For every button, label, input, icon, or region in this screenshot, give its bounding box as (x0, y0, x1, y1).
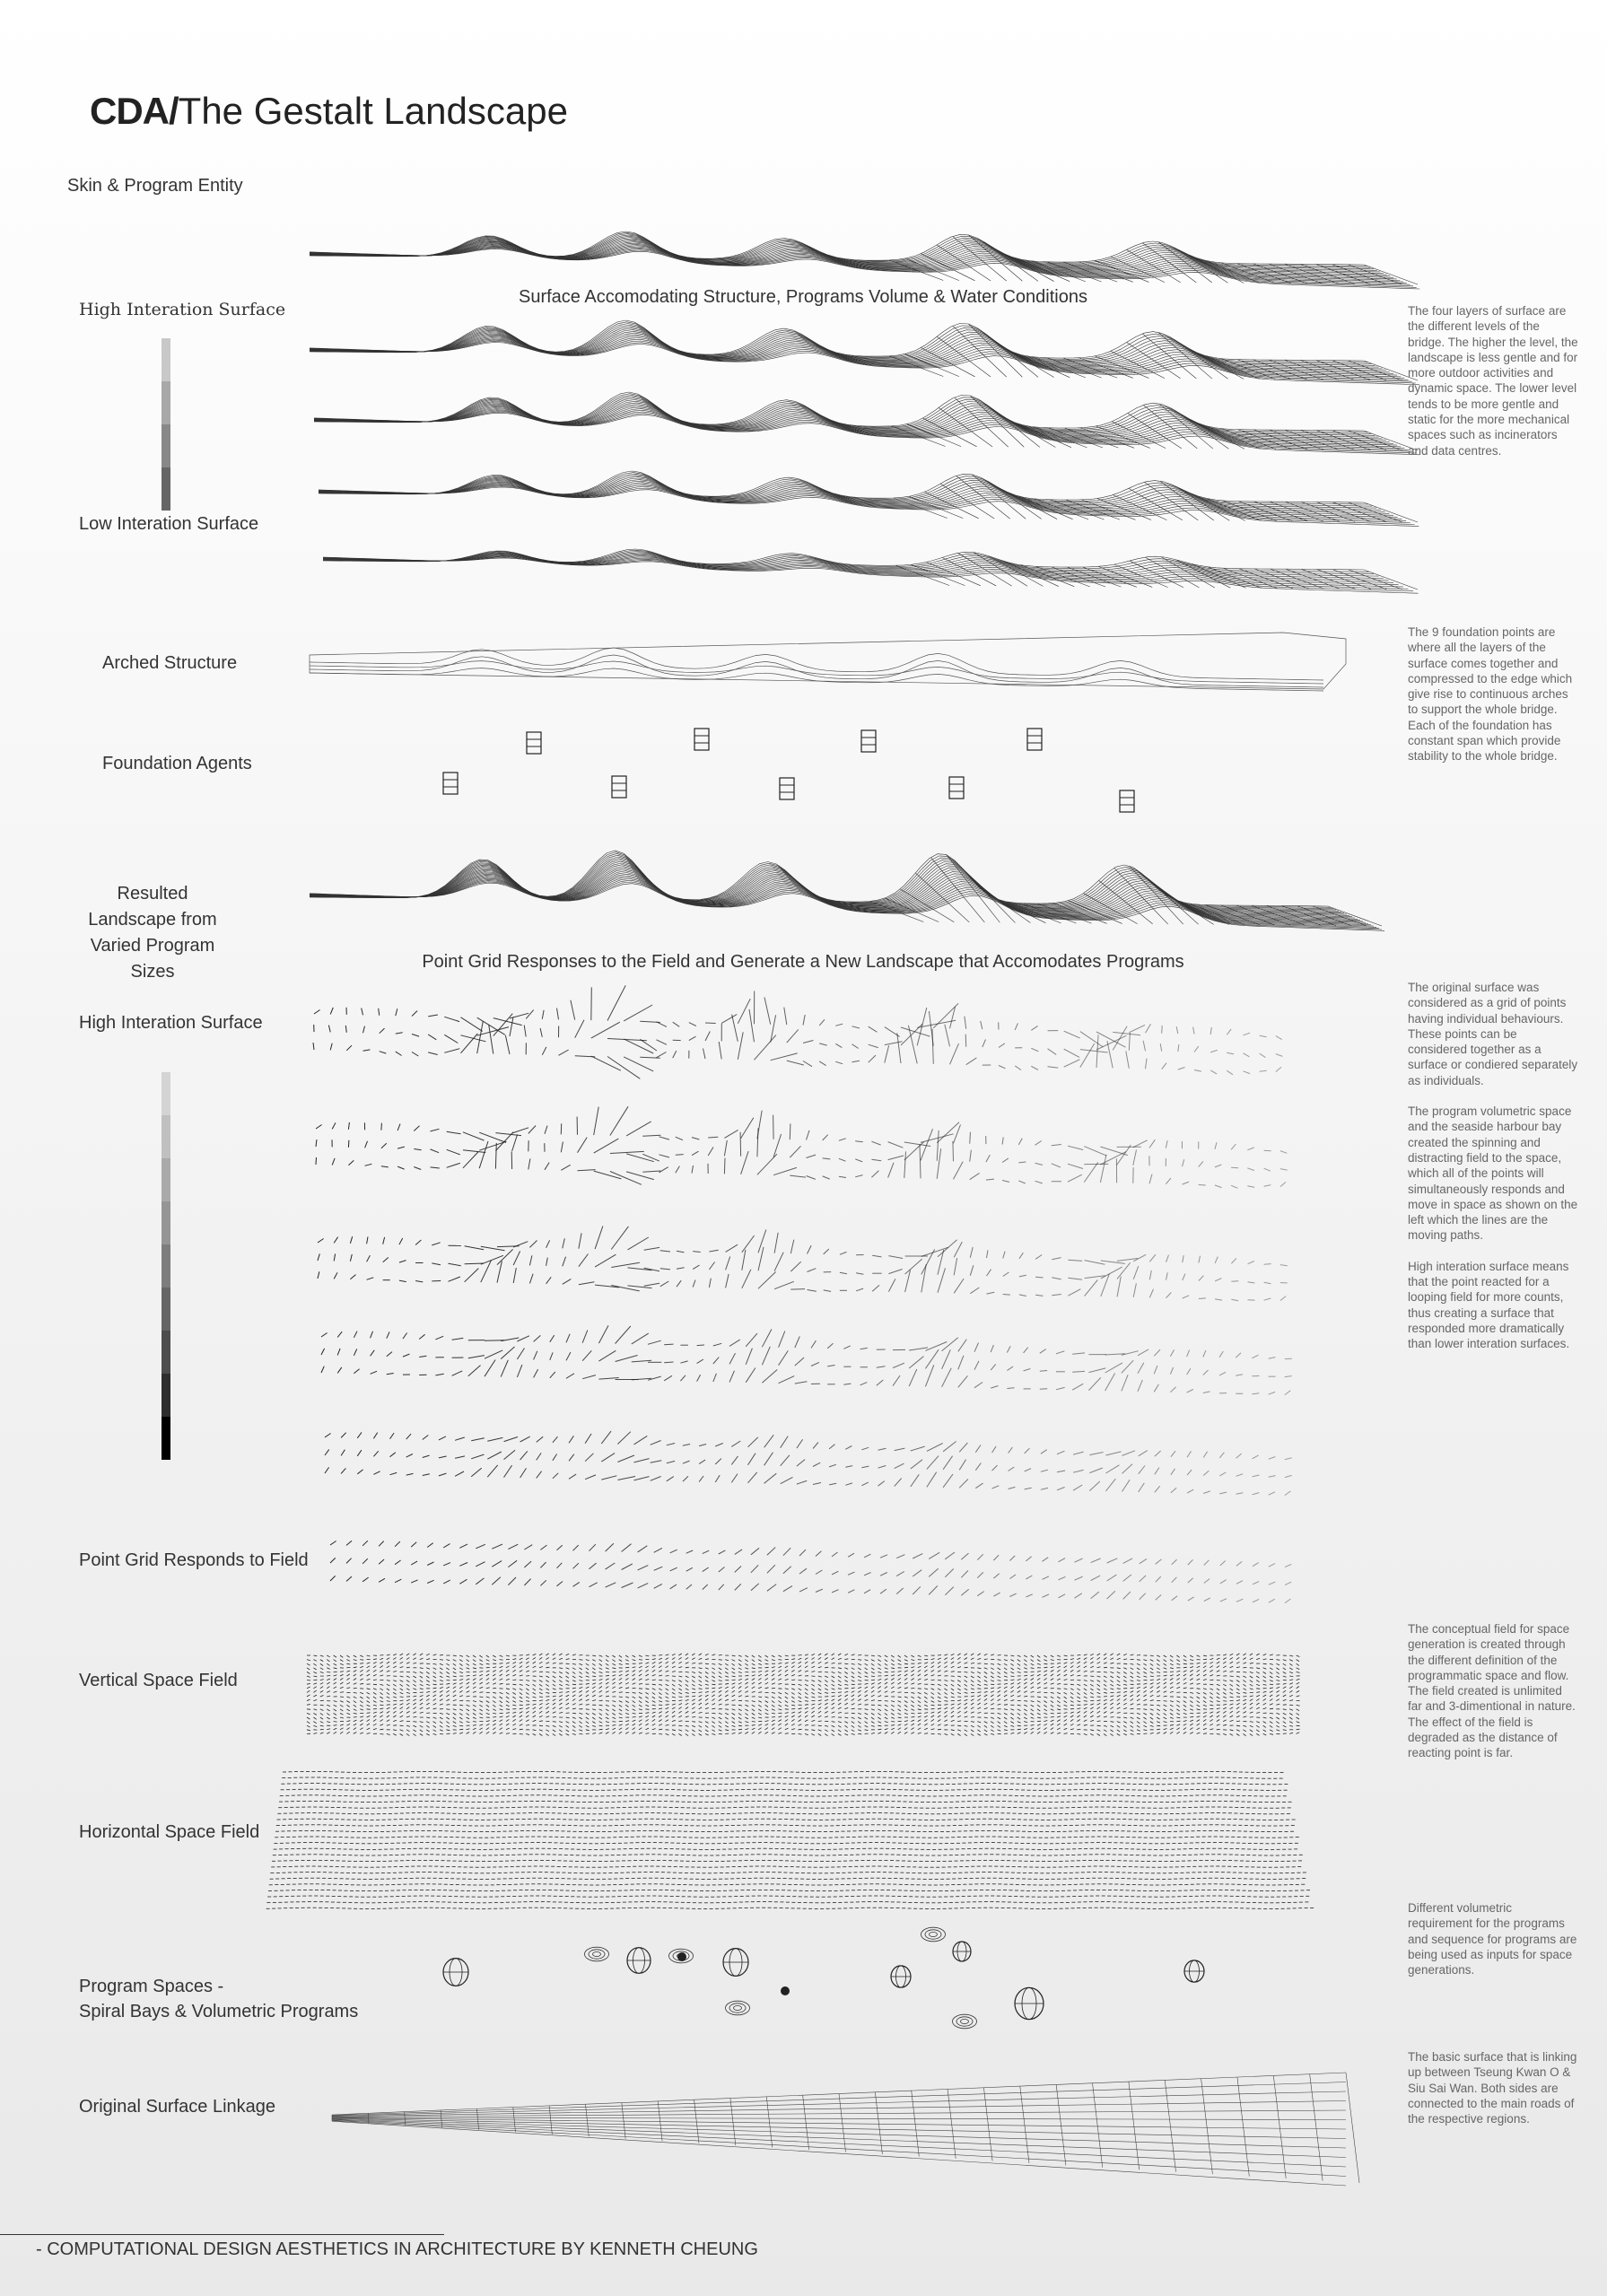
point-row-2 (316, 1106, 1288, 1188)
note-grid-2: The program volumetric space and the seaside harbour bay created the spinning and distracting field to the space, which all of the points will simultaneously responds and move in space as shown on the left which the lines are the moving paths. (1408, 1104, 1578, 1243)
footer-rule (0, 2234, 444, 2235)
surface-skin (310, 231, 1419, 289)
spiral-bay-5 (961, 2019, 969, 2023)
surface-level-3 (319, 471, 1419, 527)
label-horizontal: Horizontal Space Field (79, 1822, 260, 1842)
foundation-agent-line (1027, 736, 1042, 743)
foundation-agent-7 (780, 778, 794, 799)
foundation-agent-5 (443, 773, 458, 794)
label-skin: Skin & Program Entity (67, 176, 243, 196)
arched-structure (310, 633, 1346, 691)
foundation-agent-line (612, 783, 626, 790)
interation-scale-2 (162, 1072, 170, 1460)
caption-pointgrid: Point Grid Responses to the Field and Generate a New Landscape that Accomodates Programs (422, 952, 1184, 972)
note-layers: The four layers of surface are the different levels of the bridge. The higher the level, the landscape is less gentle and for more outdoor activities and dynamic space. The lower level tends to be more gentle and static for the more mechanical spaces such as incinerators and data centres. (1408, 304, 1578, 458)
note-program: Different volumetric requirement for the programs and sequence for programs are being used as inputs for space generations. (1408, 1901, 1577, 1977)
foundation-agent-line (443, 780, 458, 787)
spiral-bay-2 (593, 1951, 601, 1956)
spiral-bay-3 (925, 1930, 941, 1939)
label-program: Program Spaces - (79, 1977, 224, 1996)
vertical-space-field (307, 1654, 1300, 1736)
note-foundation: The 9 foundation points are where all the layers of the surface comes together and compressed to the edge which give rise to continuous arches to support the whole bridge. Each of the foundation has constant span which provide stability to the whole bridge. (1408, 625, 1573, 764)
page-title: CDA/The Gestalt Landscape (90, 90, 568, 132)
foundation-agent-line (1120, 798, 1134, 805)
note-field: The conceptual field for space generation is created through the different definition of the programmatic space and flow. The field created is unlimited far and 3-dimentional in nature. The effect of the field is degraded as the distance of reacting point is far. (1408, 1622, 1576, 1760)
point-row-4 (321, 1325, 1292, 1394)
label-program-2: Spiral Bays & Volumetric Programs (79, 2002, 359, 2021)
foundation-agent-3 (861, 730, 876, 752)
foundation-agent-line (861, 738, 876, 745)
spiral-bay-2 (589, 1950, 605, 1959)
label-original: Original Surface Linkage (79, 2097, 276, 2117)
foundation-agent-2 (694, 729, 709, 750)
label-pointgrid: Point Grid Responds to Field (79, 1550, 309, 1570)
point-row-3 (318, 1227, 1288, 1301)
point-row-grid (330, 1541, 1291, 1602)
interation-scale-1 (162, 338, 170, 511)
foundation-agent-line (780, 785, 794, 792)
note-grid-3: High interation surface means that the point reacted for a looping field for more counts, thus creating a surface that responded more dramatically than lower interation surfaces. (1408, 1259, 1570, 1351)
foundation-agent-line (694, 736, 709, 743)
spiral-bay-core (781, 1986, 790, 1995)
label-high-interation-1: High Interation Surface (79, 300, 286, 319)
foundation-agent-line (527, 739, 541, 746)
spiral-bay-core (677, 1952, 686, 1961)
point-row-1 (313, 985, 1282, 1078)
foundation-agent-4 (1027, 729, 1042, 750)
original-surface-linkage (332, 2073, 1359, 2186)
foundation-agent-6 (612, 776, 626, 798)
surface-level-1 (310, 320, 1419, 385)
label-low-interation-1: Low Interation Surface (79, 514, 259, 534)
surface-level-4 (323, 549, 1419, 593)
note-linkage: The basic surface that is linking up between Tseung Kwan O & Siu Sai Wan. Both sides are connected to the main roads of the respective regions. (1408, 2050, 1577, 2126)
spiral-bay-3 (930, 1932, 938, 1936)
label-vertical: Vertical Space Field (79, 1671, 238, 1690)
label-foundation: Foundation Agents (102, 754, 252, 773)
foundation-agent-line (949, 784, 964, 791)
label-resulted: Resulted Landscape from Varied Program Sizes (88, 884, 217, 982)
foundation-agent-8 (949, 777, 964, 799)
horizontal-space-field (266, 1771, 1314, 1908)
note-grid (1408, 980, 1578, 1367)
label-arched: Arched Structure (102, 653, 238, 673)
foundation-agent-1 (527, 732, 541, 754)
foundation-agent-9 (1120, 790, 1134, 812)
surface-level-2 (314, 392, 1419, 455)
surface-resulted (310, 851, 1384, 930)
spiral-bay-4 (729, 2004, 746, 2012)
point-row-5 (325, 1431, 1292, 1496)
spiral-bay-5 (956, 2017, 973, 2026)
note-grid-1: The original surface was considered as a grid of points having individual behaviours. These points can be considered together as a surface or condiered separately as individuals. (1408, 981, 1578, 1087)
footer-credit: - COMPUTATIONAL DESIGN AESTHETICS IN ARCHITECTURE BY KENNETH CHEUNG (36, 2239, 758, 2259)
label-high-interation-2: High Interation Surface (79, 1013, 263, 1033)
spiral-bay-4 (734, 2005, 742, 2010)
caption-surface: Surface Accomodating Structure, Programs Volume & Water Conditions (519, 287, 1087, 307)
